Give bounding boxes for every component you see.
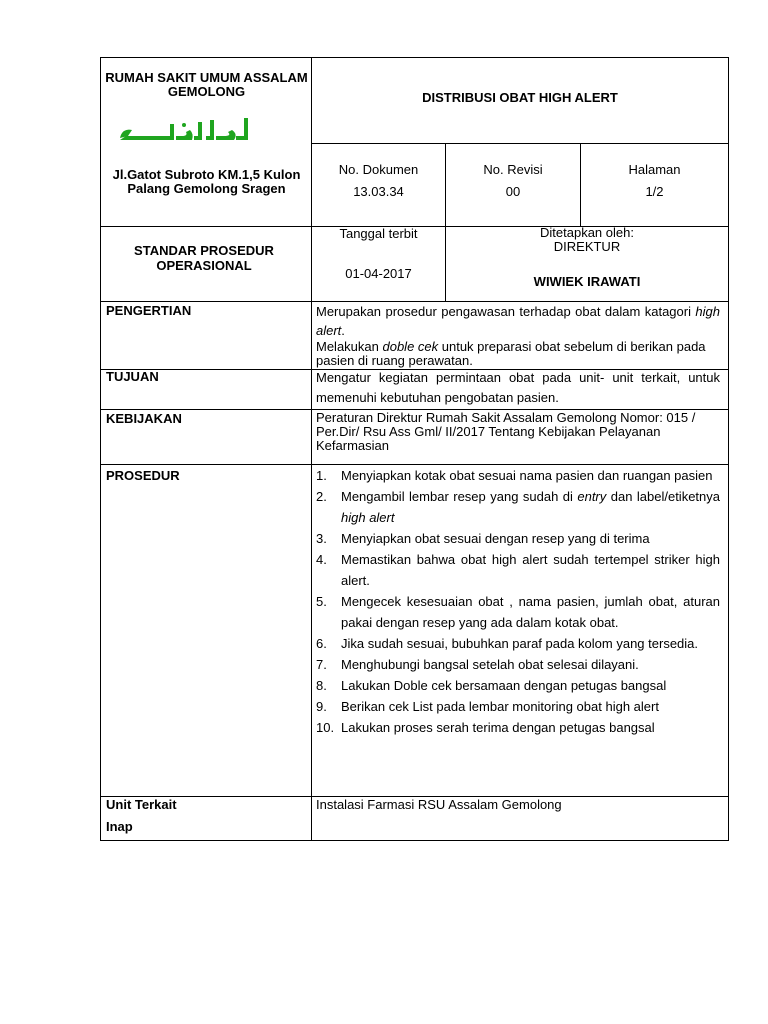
tujuan-label: TUJUAN — [106, 369, 159, 384]
ditetapkan-label: Ditetapkan oleh: — [540, 225, 634, 240]
table-rule — [311, 143, 729, 144]
step-item: 3. Menyiapkan obat sesuai dengan resep yang di terima — [316, 531, 650, 546]
step-item: 4. Memastikan bahwa obat high alert sudah tertempel striker high alert. — [316, 552, 720, 588]
halaman-label: Halaman — [628, 162, 681, 177]
step-item: 8. Lakukan Doble cek bersamaan dengan petugas bangsal — [316, 678, 667, 693]
halaman-value: 1/2 — [645, 184, 664, 199]
step-item: 9. Berikan cek List pada lembar monitoring obat high alert — [316, 699, 659, 714]
no-dokumen-label: No. Dokumen — [338, 162, 419, 177]
kebijakan-label: KEBIJAKAN — [106, 411, 182, 426]
no-dokumen-value: 13.03.34 — [353, 184, 404, 199]
step-item: 5. Mengecek kesesuaian obat , nama pasien, jumlah obat, aturan pakai dengan resep yang ada dalam kotak obat. — [316, 594, 720, 630]
no-revisi-value: 00 — [505, 184, 521, 199]
unit-terkait-value: Instalasi Farmasi RSU Assalam Gemolong — [316, 797, 562, 812]
prosedur-steps — [316, 465, 720, 738]
hospital-name: RUMAH SAKIT UMUM ASSALAM GEMOLONG — [105, 70, 308, 99]
tujuan-text: Mengatur kegiatan permintaan obat pada unit- unit terkait, untuk memenuhi kebutuhan pengobatan pasien. — [316, 370, 720, 405]
step-item: 7. Menghubungi bangsal setelah obat selesai dilayani. — [316, 657, 639, 672]
nama-direktur: WIWIEK IRAWATI — [533, 274, 641, 289]
step-item: 10. Lakukan proses serah terima dengan petugas bangsal — [316, 720, 655, 735]
unit-terkait-label: Unit Terkait — [106, 797, 177, 812]
prosedur-label: PROSEDUR — [106, 468, 180, 483]
tanggal-terbit-value: 01-04-2017 — [345, 266, 412, 281]
step-item: 1. Menyiapkan kotak obat sesuai nama pasien dan ruangan pasien — [316, 468, 713, 483]
pengertian-text-2: Melakukan doble cek untuk preparasi obat sebelum di berikan pada pasien di ruang perawatan. — [316, 339, 706, 368]
pengertian-text-1: Merupakan prosedur pengawasan terhadap obat dalam katagori high alert. — [316, 304, 720, 338]
document-title: DISTRIBUSI OBAT HIGH ALERT — [422, 90, 618, 105]
no-revisi-label: No. Revisi — [483, 162, 543, 177]
table-border-bottom — [100, 840, 729, 841]
table-border-top — [100, 57, 729, 58]
step-item: 6. Jika sudah sesuai, bubuhkan paraf pada kolom yang tersedia. — [316, 636, 699, 651]
hospital-logo-calligraphy — [118, 116, 252, 144]
step-item: 2. Mengambil lembar resep yang sudah di entry dan label/etiketnya high alert — [316, 489, 720, 525]
jabatan-direktur: DIREKTUR — [553, 239, 621, 254]
kebijakan-text: Peraturan Direktur Rumah Sakit Assalam Gemolong Nomor: 015 / Per.Dir/ Rsu Ass Gml/ II/2017 Tentang Kebijakan Pelayanan Kefarmasian — [316, 410, 696, 453]
hospital-address: Jl.Gatot Subroto KM.1,5 Kulon Palang Gemolong Sragen — [112, 167, 301, 196]
table-border-left — [100, 57, 101, 841]
tanggal-terbit-label: Tanggal terbit — [339, 226, 418, 241]
pengertian-label: PENGERTIAN — [106, 303, 192, 318]
sop-label: STANDAR PROSEDUR OPERASIONAL — [134, 243, 274, 273]
table-border-right — [728, 57, 729, 841]
unit-terkait-label-2: Inap — [106, 819, 133, 834]
